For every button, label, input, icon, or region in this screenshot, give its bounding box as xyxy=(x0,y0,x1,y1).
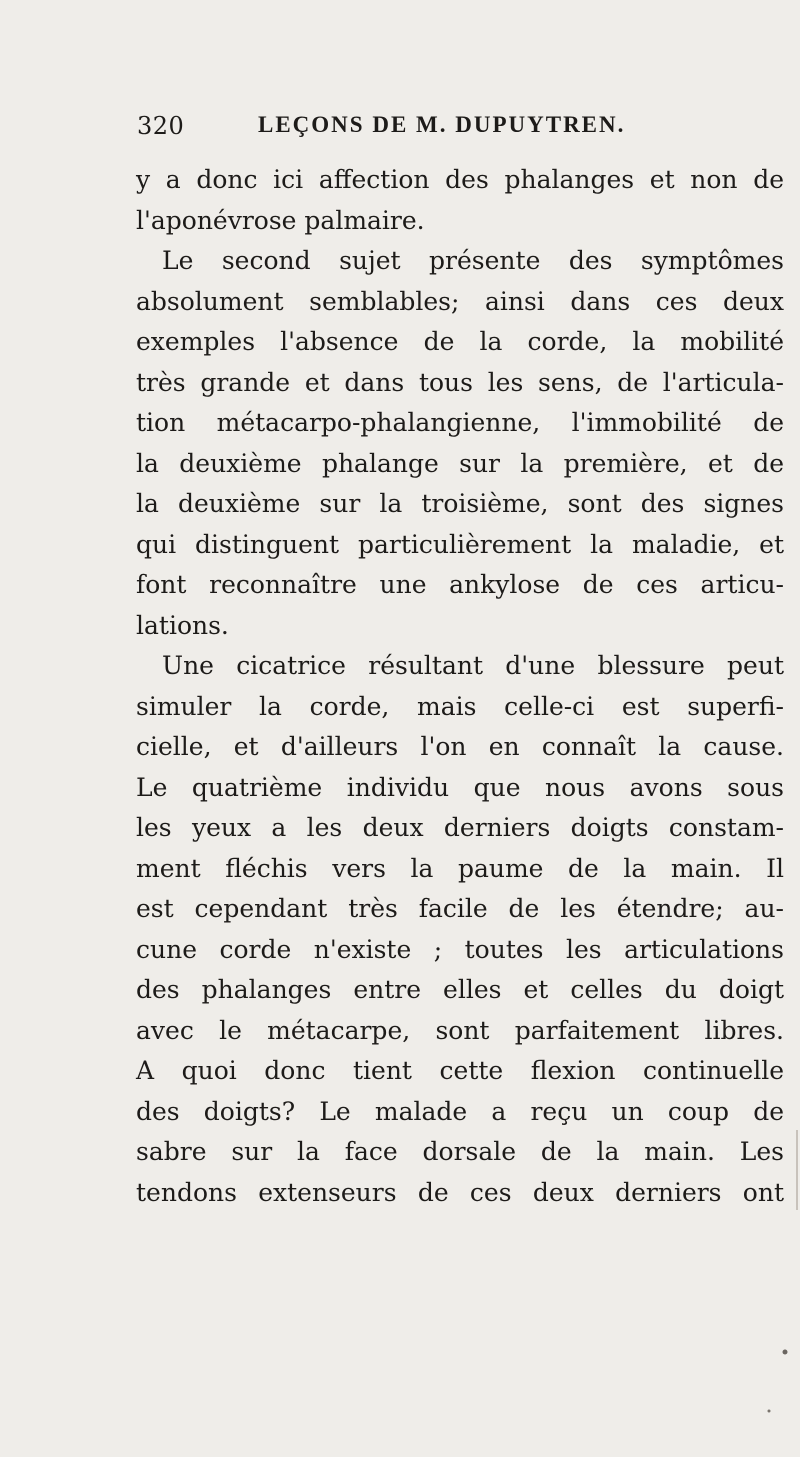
text-line: ment fléchis vers la paume de la main. Il xyxy=(136,853,784,883)
text-line: y a donc ici affection des phalanges et non de xyxy=(136,165,784,194)
text-line: avec le métacarpe, sont parfaitement libres. xyxy=(136,1015,784,1045)
text-line: l'aponévrose palmaire. xyxy=(136,205,425,235)
text-line: font reconnaître une ankylose de ces articu- xyxy=(136,570,784,599)
ink-speck xyxy=(783,1350,788,1355)
text-line: cune corde n'existe ; toutes les articulations xyxy=(136,934,784,964)
text-line: Le second sujet présente des symptômes xyxy=(162,246,784,275)
text-line: tion métacarpo-phalangienne, l'immobilité de xyxy=(136,408,784,437)
page-header xyxy=(0,108,800,148)
ink-speck xyxy=(768,1410,771,1413)
text-line: les yeux a les deux derniers doigts constam- xyxy=(136,813,784,842)
body-text xyxy=(136,160,784,1213)
running-head: LEÇONS DE M. DUPUYTREN. xyxy=(258,112,626,137)
text-line: lations. xyxy=(136,610,229,640)
text-line: Le quatrième individu que nous avons sous xyxy=(136,772,784,802)
text-line: la deuxième phalange sur la première, et de xyxy=(136,448,784,478)
text-line: simuler la corde, mais celle-ci est superfi- xyxy=(136,691,784,721)
text-line: Une cicatrice résultant d'une blessure peut xyxy=(162,651,784,680)
text-line: qui distinguent particulièrement la maladie, et xyxy=(136,529,784,559)
text-line: exemples l'absence de la corde, la mobilité xyxy=(136,327,784,356)
text-line: très grande et dans tous les sens, de l'articula- xyxy=(136,367,784,397)
text-line: absolument semblables; ainsi dans ces deux xyxy=(136,286,784,316)
text-line: est cependant très facile de les étendre; au- xyxy=(136,894,784,923)
page-number: 320 xyxy=(137,112,185,140)
text-line: cielle, et d'ailleurs l'on en connaît la cause. xyxy=(136,732,784,761)
text-line: tendons extenseurs de ces deux derniers ont xyxy=(136,1177,784,1207)
text-line: des phalanges entre elles et celles du doigt xyxy=(136,975,784,1004)
text-line: A quoi donc tient cette flexion continuelle xyxy=(136,1056,784,1085)
text-line: la deuxième sur la troisième, sont des signes xyxy=(136,489,784,518)
text-line: sabre sur la face dorsale de la main. Les xyxy=(136,1137,784,1166)
text-line: des doigts? Le malade a reçu un coup de xyxy=(136,1096,784,1126)
